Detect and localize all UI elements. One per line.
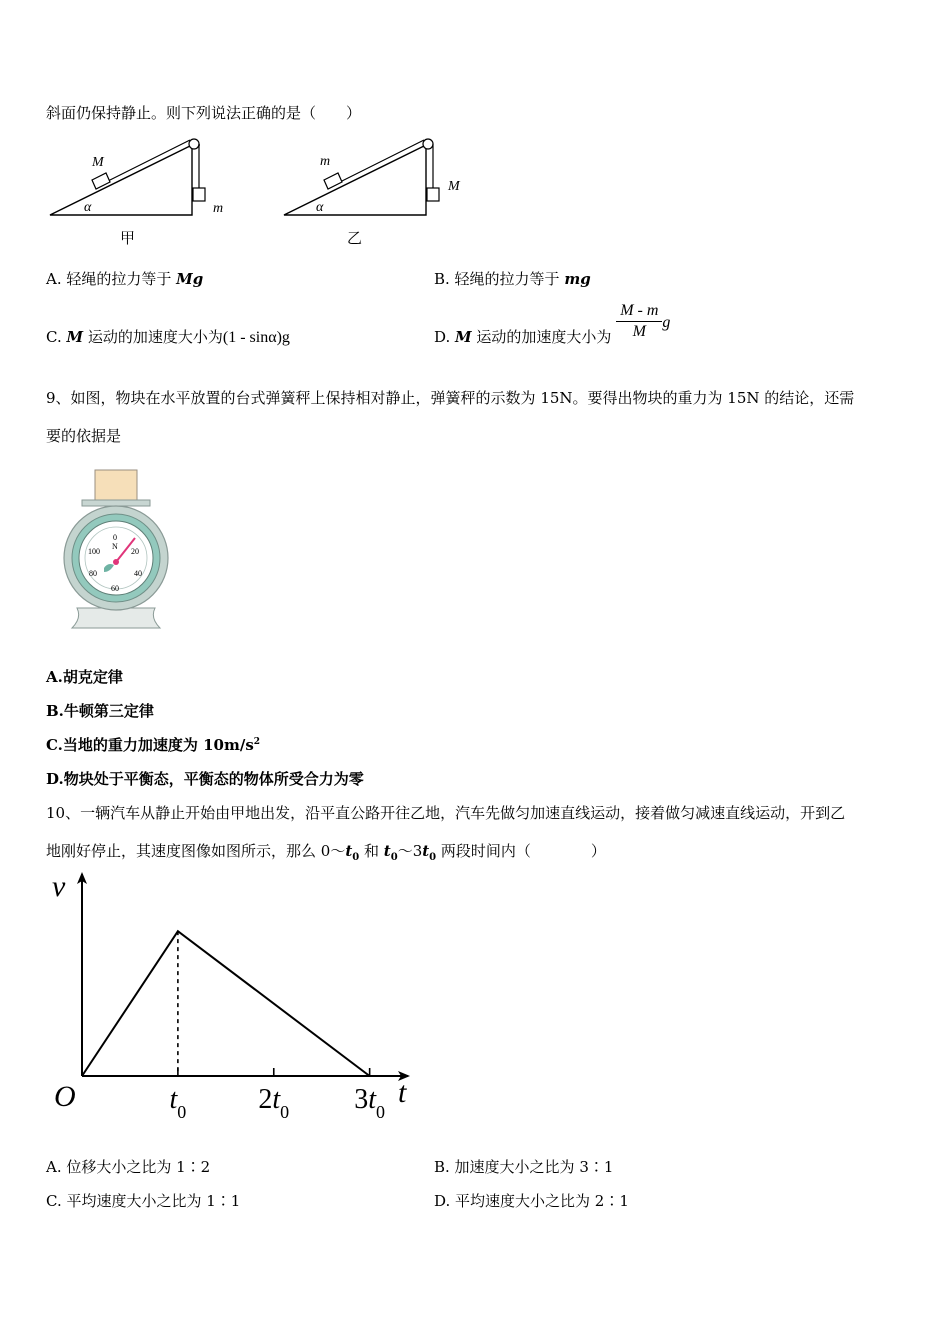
x-tick-label-3: $3t_0$ — [354, 1084, 386, 1122]
q9-stem-line1: 9、如图，物块在水平放置的台式弹簧秤上保持相对静止，弹簧秤的示数为 15N。要得出物块的重力为 15N 的结论，还需 — [46, 389, 855, 407]
right-block-label: m — [320, 154, 331, 169]
q9-option-c: C.当地的重力加速度为 $10m/s^2$ — [46, 736, 261, 754]
q8-stem-tail: 斜面仍保持静止。则下列说法正确的是（ ） — [46, 104, 362, 122]
scale-tick-100: 100 — [88, 547, 100, 556]
scale-tick-0: 0 — [113, 533, 117, 542]
right-hang-label: M — [448, 179, 460, 194]
q10-option-c: C. 平均速度大小之比为 1∶1 — [46, 1192, 241, 1210]
q8-figure-right — [276, 133, 476, 253]
left-hang-label: m — [213, 201, 224, 216]
left-angle-label: α — [84, 200, 92, 215]
scale-tick-20: 20 — [131, 547, 139, 556]
q8-option-c: C. M 运动的加速度大小为(1 - sinα)g — [46, 328, 290, 346]
q8-option-d: D. M 运动的加速度大小为 $\frac{M - m}{M}$ g — [434, 302, 671, 346]
left-caption: 甲 — [120, 231, 136, 247]
q8-figure-left — [40, 133, 240, 253]
velocity-time-chart — [40, 866, 440, 1130]
x-tick-label-2: $2t_0$ — [258, 1084, 290, 1122]
origin-label: O — [54, 1080, 76, 1113]
q10-stem-line2: 地刚好停止，其速度图像如图所示，那么 $0\sim t_0$ 和 $t_0\sim 3t_0$ 两段时间内（ ） — [46, 842, 606, 863]
chart-marks — [82, 931, 385, 1122]
q10-option-a: A. 位移大小之比为 1∶2 — [46, 1158, 211, 1176]
q8-option-c-formula: (1 - sinα)g — [222, 329, 290, 346]
left-block-label: M — [92, 155, 104, 170]
scale-tick-40: 40 — [134, 569, 142, 578]
scale-unit: N — [112, 542, 118, 551]
right-angle-label: α — [316, 200, 324, 215]
q9-option-a: A.胡克定律 — [46, 668, 123, 686]
x-tick-label-1: $t_0$ — [169, 1084, 187, 1122]
scale-tick-60: 60 — [111, 584, 119, 593]
velocity-series-line — [82, 931, 370, 1076]
q8-option-d-fraction: $\frac{M - m}{M}$ — [616, 302, 662, 341]
q9-option-d: D.物块处于平衡态，平衡态的物体所受合力为零 — [46, 770, 364, 788]
q10-option-d: D. 平均速度大小之比为 2∶1 — [434, 1192, 629, 1210]
scale-block — [95, 470, 137, 500]
x-axis-label: t — [398, 1076, 407, 1109]
q10-option-b: B. 加速度大小之比为 3∶1 — [434, 1158, 614, 1176]
q9-stem-line2: 要的依据是 — [46, 427, 122, 445]
q10-stem-line1: 10、一辆汽车从静止开始由甲地出发，沿平直公路开往乙地，汽车先做匀加速直线运动，接着做匀减速直线运动，开到乙 — [46, 804, 846, 822]
right-caption: 乙 — [347, 231, 363, 247]
q8-option-b: B. 轻绳的拉力等于 mg — [434, 270, 591, 288]
y-axis-label: v — [52, 870, 66, 903]
scale-tick-80: 80 — [89, 569, 97, 578]
q8-option-a: A. 轻绳的拉力等于 Mg — [46, 270, 204, 288]
spring-scale-image — [60, 468, 172, 634]
q9-option-b: B.牛顿第三定律 — [46, 702, 154, 720]
